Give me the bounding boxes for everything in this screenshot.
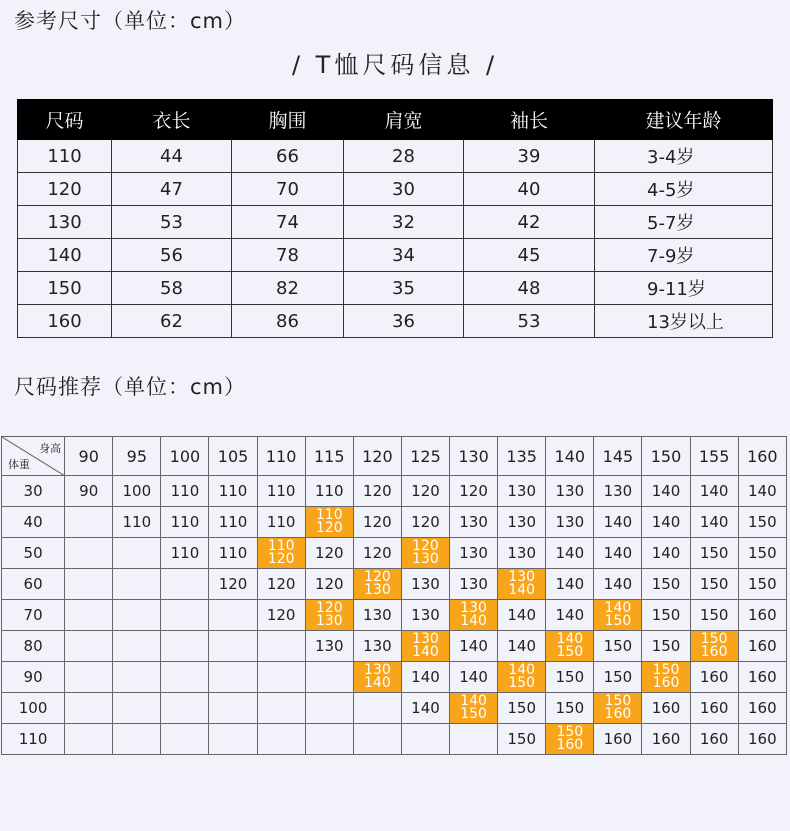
recommended-size-highlight (305, 507, 353, 538)
size-value: 150 (604, 693, 632, 709)
recommended-size-cell: 160 (594, 724, 642, 755)
recommended-size-cell: 130 (546, 507, 594, 538)
height-header: 130 (450, 437, 498, 476)
size-table-header-2: 胸围 (232, 100, 344, 140)
size-table-header-0: 尺码 (18, 100, 112, 140)
table-cell: 120 (18, 173, 112, 206)
table-cell: 160 (18, 305, 112, 338)
height-axis-label: 身高 (39, 442, 62, 455)
recommended-size-cell: 130 (353, 600, 401, 631)
recommended-size-cell (113, 693, 161, 724)
recommended-size-cell (257, 693, 305, 724)
recommended-size-cell (65, 600, 113, 631)
recommended-size-cell: 100 (113, 476, 161, 507)
table-cell: 4-5岁 (595, 173, 773, 206)
recommended-size-cell: 150 (546, 662, 594, 693)
recommended-size-highlight (690, 631, 738, 662)
table-row (18, 272, 773, 305)
recommended-size-cell: 150 (498, 724, 546, 755)
recommended-size-cell: 150 (690, 538, 738, 569)
recommended-size-cell: 150 (690, 600, 738, 631)
recommended-size-highlight (498, 569, 546, 600)
recommended-size-highlight (401, 631, 449, 662)
recommended-size-cell (113, 662, 161, 693)
size-value: 120 (315, 520, 343, 536)
table-row (2, 507, 787, 538)
recommended-size-cell: 120 (209, 569, 257, 600)
weight-cell: 40 (2, 507, 65, 538)
size-value: 120 (267, 551, 295, 567)
recommended-size-cell (209, 600, 257, 631)
table-cell: 13岁以上 (595, 305, 773, 338)
recommended-size-cell: 140 (498, 600, 546, 631)
table-cell: 42 (464, 206, 595, 239)
size-value: 150 (604, 613, 632, 629)
table-cell: 140 (18, 239, 112, 272)
recommended-size-cell: 130 (546, 476, 594, 507)
recommended-size-cell (113, 631, 161, 662)
recommended-size-cell (305, 693, 353, 724)
table-cell: 36 (344, 305, 464, 338)
recommended-size-cell: 130 (450, 538, 498, 569)
height-header: 100 (161, 437, 209, 476)
table-cell: 28 (344, 140, 464, 173)
recommended-size-cell (305, 662, 353, 693)
recommended-size-cell: 110 (113, 507, 161, 538)
size-table-header-3: 肩宽 (344, 100, 464, 140)
size-value: 140 (556, 631, 584, 647)
size-value: 140 (412, 644, 439, 660)
recommended-size-cell: 140 (690, 476, 738, 507)
recommended-size-cell: 120 (401, 476, 449, 507)
recommended-size-cell: 160 (738, 693, 786, 724)
weight-cell: 80 (2, 631, 65, 662)
size-value: 130 (315, 613, 343, 629)
recommended-size-cell: 160 (738, 724, 786, 755)
size-value: 150 (556, 724, 584, 740)
table-cell: 34 (344, 239, 464, 272)
recommended-size-cell: 130 (498, 476, 546, 507)
recommended-size-cell: 130 (305, 631, 353, 662)
recommended-size-cell (305, 724, 353, 755)
table-cell: 66 (232, 140, 344, 173)
recommended-size-cell: 120 (305, 538, 353, 569)
size-value: 160 (652, 675, 680, 691)
recommended-size-cell: 130 (353, 631, 401, 662)
recommended-size-cell (65, 538, 113, 569)
height-header: 140 (546, 437, 594, 476)
table-cell: 39 (464, 140, 595, 173)
recommended-size-cell (353, 724, 401, 755)
height-header: 135 (498, 437, 546, 476)
recommended-size-cell: 90 (65, 476, 113, 507)
size-value: 140 (604, 600, 632, 616)
recommended-size-cell: 120 (401, 507, 449, 538)
table-row (2, 538, 787, 569)
size-value: 110 (315, 507, 343, 523)
recommended-size-cell: 140 (450, 662, 498, 693)
recommended-size-cell: 130 (498, 507, 546, 538)
table-row (2, 600, 787, 631)
size-table-header-5: 建议年龄 (595, 100, 773, 140)
recommended-size-cell: 130 (401, 569, 449, 600)
recommended-size-cell: 160 (738, 631, 786, 662)
size-value: 160 (700, 644, 728, 660)
recommended-size-cell: 150 (594, 631, 642, 662)
table-cell: 3-4岁 (595, 140, 773, 173)
recommended-size-cell: 120 (353, 507, 401, 538)
recommended-size-cell: 150 (594, 662, 642, 693)
recommended-size-cell: 140 (546, 569, 594, 600)
height-header: 110 (257, 437, 305, 476)
table-cell: 70 (232, 173, 344, 206)
height-header: 125 (401, 437, 449, 476)
recommended-size-cell: 150 (642, 600, 690, 631)
recommended-size-cell: 150 (738, 507, 786, 538)
table-cell: 130 (18, 206, 112, 239)
recommended-size-cell: 140 (594, 507, 642, 538)
recommended-size-cell: 120 (305, 569, 353, 600)
table-cell: 44 (112, 140, 232, 173)
size-value: 110 (267, 538, 295, 554)
recommended-size-highlight (353, 662, 401, 693)
recommended-size-cell (65, 569, 113, 600)
recommended-size-cell: 130 (450, 507, 498, 538)
recommended-size-cell: 150 (738, 538, 786, 569)
size-table-header-1: 衣长 (112, 100, 232, 140)
table-cell: 74 (232, 206, 344, 239)
table-row (18, 173, 773, 206)
recommended-size-cell: 160 (690, 724, 738, 755)
size-value: 130 (508, 569, 536, 585)
size-value: 150 (556, 644, 584, 660)
size-value: 130 (412, 631, 439, 647)
size-value: 150 (652, 662, 680, 678)
recommended-size-cell: 150 (738, 569, 786, 600)
height-header: 90 (65, 437, 113, 476)
weight-cell: 60 (2, 569, 65, 600)
recommended-size-cell: 130 (498, 538, 546, 569)
table-row (18, 239, 773, 272)
size-value: 140 (508, 662, 536, 678)
recommended-size-cell: 140 (594, 569, 642, 600)
height-header: 120 (353, 437, 401, 476)
size-value: 120 (364, 569, 391, 585)
recommended-size-cell (257, 724, 305, 755)
table-cell: 32 (344, 206, 464, 239)
recommended-size-highlight (594, 693, 642, 724)
height-header: 95 (113, 437, 161, 476)
recommended-size-cell (65, 507, 113, 538)
recommended-size-cell: 130 (594, 476, 642, 507)
table-cell: 53 (464, 305, 595, 338)
recommended-size-cell: 120 (450, 476, 498, 507)
table-row (2, 662, 787, 693)
size-value: 120 (412, 538, 439, 554)
recommended-size-cell: 140 (401, 693, 449, 724)
recommended-size-highlight (450, 600, 498, 631)
size-table-header-4: 袖长 (464, 100, 595, 140)
recommended-size-highlight (642, 662, 690, 693)
table-cell: 56 (112, 239, 232, 272)
recommended-size-cell (113, 600, 161, 631)
recommended-size-cell: 150 (642, 631, 690, 662)
recommended-size-cell: 110 (209, 476, 257, 507)
recommended-size-cell (209, 724, 257, 755)
recommended-size-cell (113, 538, 161, 569)
weight-axis-label: 体重 (8, 458, 30, 471)
recommended-size-cell: 130 (450, 569, 498, 600)
size-value: 140 (460, 693, 487, 709)
table-row (2, 631, 787, 662)
recommended-size-cell (65, 631, 113, 662)
recommended-size-cell: 140 (401, 662, 449, 693)
table-cell: 58 (112, 272, 232, 305)
height-header: 145 (594, 437, 642, 476)
recommended-size-cell: 110 (257, 476, 305, 507)
size-info-table (17, 99, 773, 338)
recommended-size-cell (353, 693, 401, 724)
table-cell: 40 (464, 173, 595, 206)
recommended-size-cell (161, 662, 209, 693)
weight-cell: 100 (2, 693, 65, 724)
height-header: 155 (690, 437, 738, 476)
recommended-size-cell: 140 (642, 538, 690, 569)
height-header: 150 (642, 437, 690, 476)
recommended-size-cell: 140 (642, 476, 690, 507)
table-cell: 48 (464, 272, 595, 305)
recommended-size-cell: 110 (209, 538, 257, 569)
size-value: 160 (556, 737, 584, 753)
recommended-size-cell: 110 (209, 507, 257, 538)
recommended-size-cell: 140 (594, 538, 642, 569)
recommended-size-cell (65, 724, 113, 755)
table-cell: 53 (112, 206, 232, 239)
recommended-size-highlight (498, 662, 546, 693)
recommended-size-highlight (257, 538, 305, 569)
recommended-size-cell: 140 (738, 476, 786, 507)
recommended-size-cell: 140 (690, 507, 738, 538)
recommended-size-cell: 110 (257, 507, 305, 538)
section-title-reference-size: 参考尺寸（单位：cm） (14, 9, 247, 33)
recommended-size-cell (161, 569, 209, 600)
table-cell: 150 (18, 272, 112, 305)
recommended-size-cell (161, 724, 209, 755)
recommended-size-cell (401, 724, 449, 755)
size-value: 150 (508, 675, 536, 691)
weight-cell: 30 (2, 476, 65, 507)
height-header: 115 (305, 437, 353, 476)
recommended-size-cell: 120 (353, 476, 401, 507)
recommended-size-cell: 110 (305, 476, 353, 507)
recommended-size-cell (113, 724, 161, 755)
weight-cell: 70 (2, 600, 65, 631)
corner-header-cell (2, 437, 65, 476)
table-row (18, 305, 773, 338)
recommended-size-cell: 120 (257, 600, 305, 631)
table-cell: 86 (232, 305, 344, 338)
table-cell: 5-7岁 (595, 206, 773, 239)
size-value: 150 (700, 631, 728, 647)
recommended-size-cell: 150 (690, 569, 738, 600)
recommended-size-highlight (450, 693, 498, 724)
table-cell: 35 (344, 272, 464, 305)
weight-cell: 90 (2, 662, 65, 693)
table-cell: 47 (112, 173, 232, 206)
recommended-size-highlight (353, 569, 401, 600)
recommended-size-cell: 110 (161, 507, 209, 538)
recommended-size-cell: 130 (401, 600, 449, 631)
recommended-size-cell: 120 (257, 569, 305, 600)
recommended-size-cell (161, 600, 209, 631)
page-title: / T恤尺码信息 / (291, 51, 499, 79)
table-row (18, 140, 773, 173)
recommended-size-highlight (546, 724, 594, 755)
section-title-size-recommendation: 尺码推荐（单位：cm） (14, 375, 247, 399)
recommended-size-cell (161, 693, 209, 724)
recommended-size-highlight (401, 538, 449, 569)
size-value: 120 (315, 600, 343, 616)
recommended-size-cell: 120 (353, 538, 401, 569)
size-value: 140 (460, 613, 487, 629)
table-cell: 30 (344, 173, 464, 206)
size-value: 130 (460, 600, 487, 616)
weight-cell: 110 (2, 724, 65, 755)
size-value: 150 (460, 706, 487, 722)
recommended-size-cell: 160 (738, 600, 786, 631)
size-value: 130 (412, 551, 439, 567)
table-row (18, 206, 773, 239)
table-row (2, 724, 787, 755)
recommended-size-cell: 150 (642, 569, 690, 600)
recommended-size-cell: 140 (546, 600, 594, 631)
recommended-size-cell: 140 (546, 538, 594, 569)
weight-cell: 50 (2, 538, 65, 569)
table-cell: 9-11岁 (595, 272, 773, 305)
table-cell: 62 (112, 305, 232, 338)
recommended-size-cell: 160 (690, 693, 738, 724)
recommended-size-cell: 110 (161, 538, 209, 569)
table-cell: 7-9岁 (595, 239, 773, 272)
recommended-size-cell (209, 693, 257, 724)
recommended-size-cell: 160 (738, 662, 786, 693)
size-value: 130 (364, 582, 391, 598)
size-value: 130 (364, 662, 391, 678)
recommended-size-highlight (546, 631, 594, 662)
recommended-size-cell (65, 662, 113, 693)
table-row (2, 693, 787, 724)
recommended-size-cell: 160 (642, 724, 690, 755)
height-header: 160 (738, 437, 786, 476)
table-cell: 78 (232, 239, 344, 272)
recommended-size-cell: 110 (161, 476, 209, 507)
recommended-size-cell (209, 662, 257, 693)
table-cell: 110 (18, 140, 112, 173)
recommended-size-cell: 150 (546, 693, 594, 724)
size-value: 140 (508, 582, 536, 598)
table-cell: 82 (232, 272, 344, 305)
table-row (2, 569, 787, 600)
recommended-size-cell (450, 724, 498, 755)
table-row (2, 476, 787, 507)
recommended-size-cell: 140 (642, 507, 690, 538)
recommended-size-cell (257, 631, 305, 662)
height-header: 105 (209, 437, 257, 476)
recommended-size-cell (113, 569, 161, 600)
size-value: 140 (364, 675, 391, 691)
recommended-size-cell: 140 (450, 631, 498, 662)
recommended-size-highlight (305, 600, 353, 631)
size-value: 160 (604, 706, 632, 722)
recommended-size-cell: 160 (642, 693, 690, 724)
recommended-size-highlight (594, 600, 642, 631)
recommended-size-cell: 150 (498, 693, 546, 724)
recommended-size-cell: 160 (690, 662, 738, 693)
table-cell: 45 (464, 239, 595, 272)
recommended-size-cell: 140 (498, 631, 546, 662)
size-recommendation-table (1, 436, 787, 755)
recommended-size-cell (257, 662, 305, 693)
recommended-size-cell (161, 631, 209, 662)
recommended-size-cell (65, 693, 113, 724)
recommended-size-cell (209, 631, 257, 662)
